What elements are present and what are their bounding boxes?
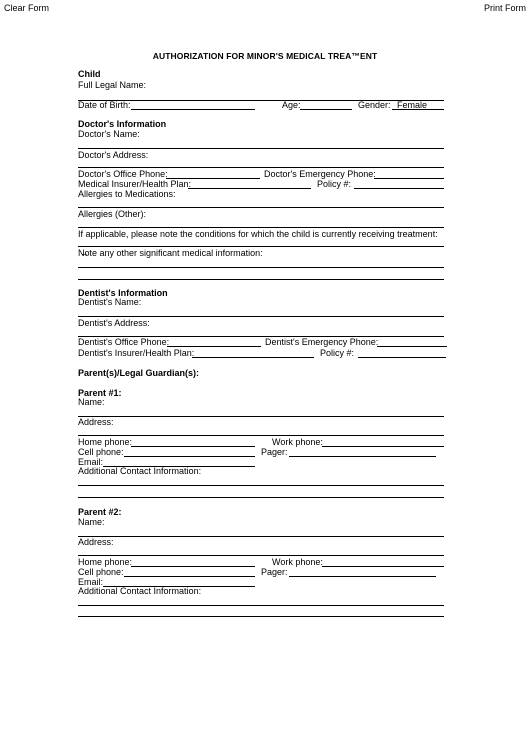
- parent2-additional-label: Additional Contact Information:: [78, 586, 202, 596]
- dentist-name-line: [78, 316, 444, 317]
- form-title: AUTHORIZATION FOR MINOR'S MEDICAL TREA™ENT: [152, 51, 378, 61]
- parent1-email-label: Email:: [78, 457, 104, 467]
- parent1-pager-line: [289, 456, 436, 457]
- dentist-emergency-phone-line: [377, 346, 447, 347]
- parent2-additional-line-1: [78, 605, 444, 606]
- full-legal-name-label: Full Legal Name:: [78, 80, 147, 90]
- dentist-office-phone-line: [167, 346, 261, 347]
- allergies-other-line: [78, 227, 444, 228]
- print-form-button[interactable]: Print Form: [483, 3, 526, 13]
- gender-line: [392, 109, 444, 110]
- parent1-additional-line-1: [78, 485, 444, 486]
- parent2-address-label: Address:: [78, 537, 114, 547]
- allergies-medications-line: [78, 207, 444, 208]
- doctor-office-phone-label: Doctor's Office Phone:: [78, 169, 168, 179]
- parent1-additional-label: Additional Contact Information:: [78, 466, 202, 476]
- dentist-policy-line: [358, 357, 446, 358]
- doctor-address-line: [78, 167, 444, 168]
- dentist-insurer-label: Dentist's Insurer/Health Plan:: [78, 348, 195, 358]
- child-heading: Child: [78, 69, 101, 79]
- dob-line: [131, 109, 255, 110]
- allergies-other-label: Allergies (Other):: [78, 209, 147, 219]
- allergies-medications-label: Allergies to Medications:: [78, 189, 176, 199]
- other-medical-info-line-1: [78, 267, 444, 268]
- age-label: Age:: [282, 100, 301, 110]
- gender-field[interactable]: Female: [397, 100, 428, 110]
- parent1-address-label: Address:: [78, 417, 114, 427]
- doctor-heading: Doctor's Information: [78, 119, 167, 129]
- dentist-office-phone-label: Dentist's Office Phone:: [78, 337, 170, 347]
- parent1-heading: Parent #1:: [78, 388, 122, 398]
- doctor-insurer-label: Medical Insurer/Health Plan:: [78, 179, 192, 189]
- doctor-address-label: Doctor's Address:: [78, 150, 149, 160]
- clear-form-button[interactable]: Clear Form: [4, 3, 50, 13]
- parent2-name-line: [78, 536, 444, 537]
- dentist-heading: Dentist's Information: [78, 288, 168, 298]
- doctor-policy-line: [354, 188, 444, 189]
- dentist-name-label: Dentist's Name:: [78, 297, 142, 307]
- parent1-pager-label: Pager:: [261, 447, 288, 457]
- parent2-pager-line: [289, 576, 436, 577]
- parent1-name-line: [78, 416, 444, 417]
- parent2-additional-line-2: [78, 616, 444, 617]
- parent1-home-phone-label: Home phone:: [78, 437, 133, 447]
- doctor-insurer-line: [188, 188, 311, 189]
- parent2-address-line: [78, 555, 444, 556]
- dentist-policy-label: Policy #:: [320, 348, 355, 358]
- conditions-label: If applicable, please note the conditions for which the child is currently receiving treatment:: [78, 229, 438, 239]
- parent1-address-line: [78, 435, 444, 436]
- parent1-work-phone-label: Work phone:: [272, 437, 323, 447]
- dentist-emergency-phone-label: Dentist's Emergency Phone:: [265, 337, 379, 347]
- guardians-heading: Parent(s)/Legal Guardian(s):: [78, 368, 200, 378]
- conditions-line: [78, 246, 444, 247]
- parent2-email-label: Email:: [78, 577, 104, 587]
- parent1-additional-line-2: [78, 497, 444, 498]
- doctor-emergency-phone-label: Doctor's Emergency Phone:: [264, 169, 376, 179]
- parent2-heading: Parent #2:: [78, 507, 122, 517]
- dentist-address-label: Dentist's Address:: [78, 318, 150, 328]
- doctor-name-label: Doctor's Name:: [78, 129, 140, 139]
- doctor-name-line: [78, 148, 444, 149]
- parent2-cell-phone-label: Cell phone:: [78, 567, 124, 577]
- other-medical-info-label: N̶ote any other significant medical information:: [78, 248, 263, 258]
- dentist-insurer-line: [192, 357, 314, 358]
- parent2-home-phone-label: Home phone:: [78, 557, 133, 567]
- parent1-name-label: Name:: [78, 397, 105, 407]
- parent1-cell-phone-label: Cell phone:: [78, 447, 124, 457]
- doctor-policy-label: Policy #:: [317, 179, 352, 189]
- other-medical-info-line-2: [78, 279, 444, 280]
- dob-label: Date of Birth:: [78, 100, 131, 110]
- parent2-name-label: Name:: [78, 517, 105, 527]
- age-line: [300, 109, 352, 110]
- parent2-pager-label: Pager:: [261, 567, 288, 577]
- gender-label: Gender:: [358, 100, 391, 110]
- parent2-work-phone-label: Work phone:: [272, 557, 323, 567]
